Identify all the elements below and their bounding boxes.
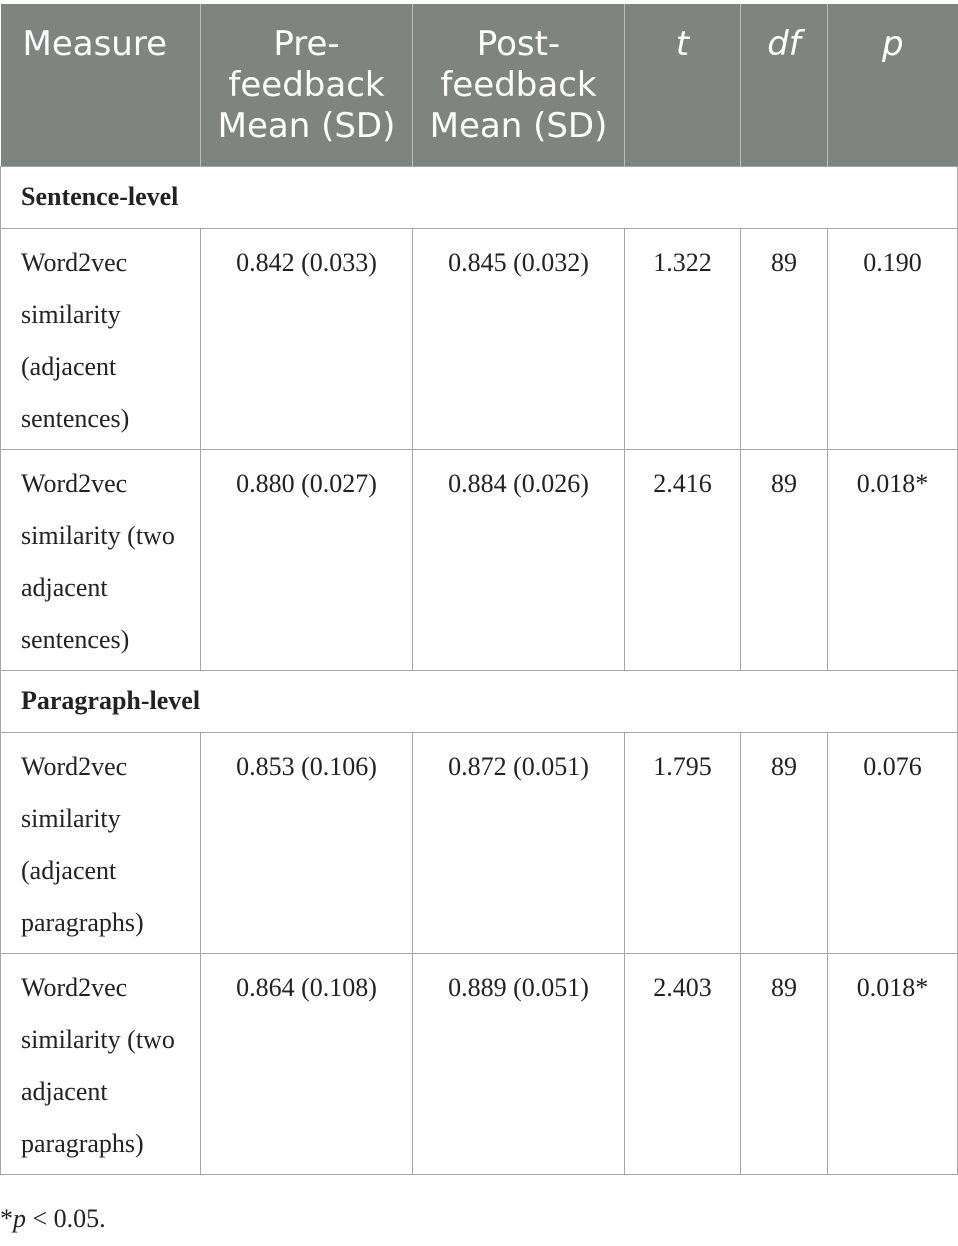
cell-post: 0.845 (0.032) <box>413 228 625 449</box>
header-p: p <box>828 4 958 166</box>
cell-t: 2.403 <box>625 953 741 1174</box>
cell-df: 89 <box>741 449 828 670</box>
cell-post: 0.889 (0.051) <box>413 953 625 1174</box>
cell-df: 89 <box>741 228 828 449</box>
header-post-feedback: Post-feedback Mean (SD) <box>413 4 625 166</box>
cell-post: 0.884 (0.026) <box>413 449 625 670</box>
cell-measure: Word2vec similarity (two adjacent sentences) <box>1 449 201 670</box>
table-row <box>1 953 958 1174</box>
section-title: Sentence-level <box>1 166 958 228</box>
results-table <box>0 4 958 1175</box>
footnote-star: * <box>0 1204 13 1233</box>
cell-df: 89 <box>741 732 828 953</box>
cell-p: 0.190 <box>828 228 958 449</box>
cell-p: 0.018* <box>828 449 958 670</box>
cell-p: 0.018* <box>828 953 958 1174</box>
section-title: Paragraph-level <box>1 670 958 732</box>
table-footnote <box>0 1204 106 1234</box>
cell-measure: Word2vec similarity (adjacent paragraphs) <box>1 732 201 953</box>
header-measure: Measure <box>1 4 201 166</box>
header-t: t <box>625 4 741 166</box>
cell-df: 89 <box>741 953 828 1174</box>
cell-t: 2.416 <box>625 449 741 670</box>
table-row <box>1 228 958 449</box>
cell-pre: 0.880 (0.027) <box>201 449 413 670</box>
footnote-variable: p <box>13 1204 26 1233</box>
cell-pre: 0.842 (0.033) <box>201 228 413 449</box>
cell-t: 1.795 <box>625 732 741 953</box>
section-row-paragraph <box>1 670 958 732</box>
header-row <box>1 4 958 166</box>
cell-p: 0.076 <box>828 732 958 953</box>
header-df: df <box>741 4 828 166</box>
table-row <box>1 732 958 953</box>
section-row-sentence <box>1 166 958 228</box>
cell-measure: Word2vec similarity (adjacent sentences) <box>1 228 201 449</box>
cell-pre: 0.864 (0.108) <box>201 953 413 1174</box>
header-pre-feedback: Pre-feedback Mean (SD) <box>201 4 413 166</box>
cell-pre: 0.853 (0.106) <box>201 732 413 953</box>
results-table-container <box>0 4 957 1175</box>
cell-t: 1.322 <box>625 228 741 449</box>
cell-post: 0.872 (0.051) <box>413 732 625 953</box>
cell-measure: Word2vec similarity (two adjacent paragraphs) <box>1 953 201 1174</box>
table-row <box>1 449 958 670</box>
footnote-text: < 0.05. <box>26 1204 106 1233</box>
